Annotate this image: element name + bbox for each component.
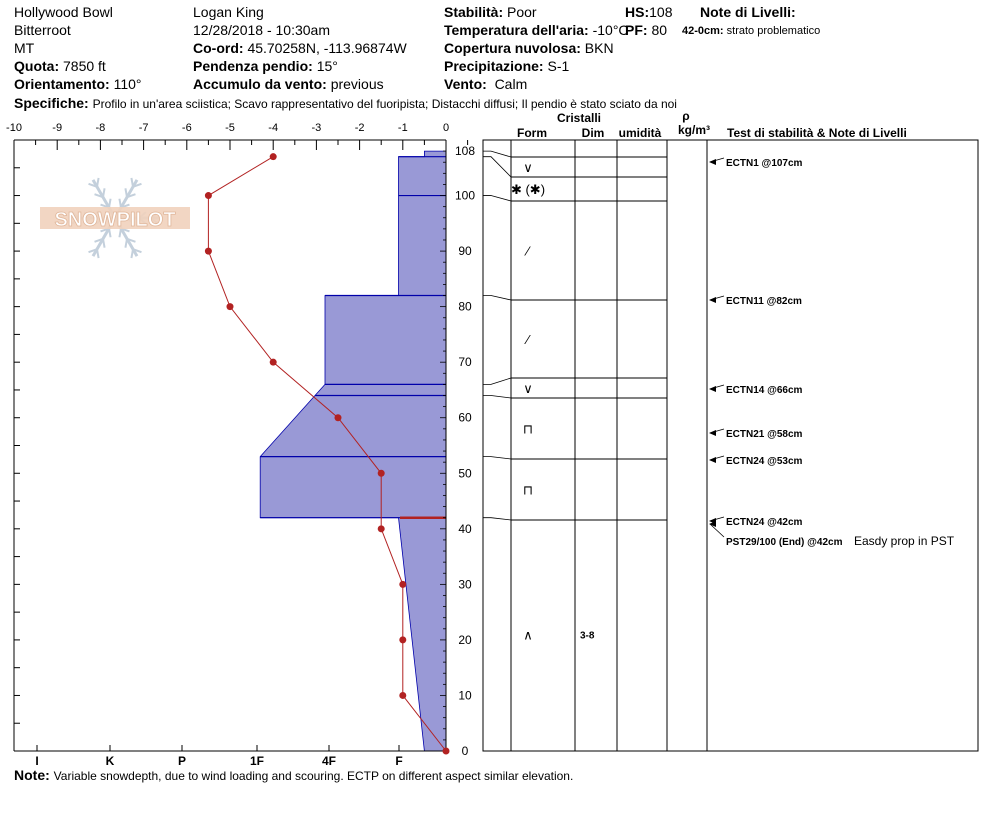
precip-value: S-1 [547, 58, 570, 74]
crystal-form-symbol: ⊓ [522, 482, 534, 498]
snowpilot-logo [40, 178, 190, 258]
temp-tick-label: -9 [52, 122, 63, 134]
height-tick-label: 0 [461, 744, 469, 758]
hs-label: HS: [625, 4, 650, 20]
humidity-header: umidità [618, 126, 662, 140]
temperature-point [399, 581, 406, 588]
elevation-value: 7850 ft [63, 58, 106, 74]
temp-tick-label: -10 [6, 122, 22, 134]
height-tick-label: 20 [458, 632, 472, 647]
crystal-form-symbol: ⁄ [526, 243, 530, 259]
specifics-label: Specifiche: [14, 95, 89, 111]
temp-tick-label: -7 [138, 122, 149, 134]
temp-tick-label: -2 [354, 122, 365, 134]
layer-connector [483, 157, 511, 177]
snowflake-branch [103, 239, 105, 248]
elevation-label: Quota: [14, 58, 60, 74]
temperature-point [270, 359, 277, 366]
temp-tick-label: -3 [311, 122, 322, 134]
dim-header: Dim [581, 126, 605, 140]
snowflake-branch [119, 199, 121, 208]
crystal-dim: 3-8 [580, 630, 595, 642]
height-tick-label: 10 [458, 688, 472, 703]
temperature-point [443, 748, 450, 755]
snowflake-branch [103, 188, 105, 197]
test-label: ECTN11 @82cm [726, 296, 802, 307]
stability-label: Stabilità: [444, 4, 504, 20]
layer-notes-heading: Note di Livelli: [700, 4, 796, 20]
layers-table [483, 109, 978, 751]
test-arrow [710, 524, 724, 537]
aspect-label: Orientamento: [14, 76, 110, 92]
height-tick-label: 50 [458, 466, 472, 481]
test-arrowhead [709, 457, 716, 463]
temperature-point [205, 192, 212, 199]
pf-label: PF: [625, 22, 648, 38]
form-header: Form [517, 126, 547, 140]
logo-text: SNOWPILOT [54, 209, 176, 231]
test-arrowhead [709, 159, 716, 165]
wind-loading-value: previous [330, 76, 384, 92]
crystals-header: Cristalli [556, 111, 602, 125]
coord-value: 45.70258N, -113.96874W [247, 40, 407, 56]
snowflake-branch [97, 178, 99, 187]
height-tick-label: 108 [454, 144, 476, 159]
cloud-label: Copertura nuvolosa: [444, 40, 581, 56]
state: MT [14, 40, 35, 56]
precip-label: Precipitazione: [444, 58, 544, 74]
note-text: Variable snowdepth, due to wind loading and scouring. ECTP on different aspect similar elevation. [53, 769, 574, 783]
height-tick-label: 60 [458, 410, 472, 425]
temperature-point [378, 525, 385, 532]
height-tick-label: 90 [458, 244, 472, 259]
test-label: ECTN14 @66cm [726, 385, 803, 396]
temperature-point [227, 303, 234, 310]
height-tick-label: 70 [458, 355, 472, 370]
slope-label: Pendenza pendio: [193, 58, 313, 74]
test-label: ECTN24 @53cm [726, 456, 803, 467]
height-tick-label: 100 [454, 188, 476, 203]
test-note: Easdy prop in PST [854, 534, 955, 548]
wind-label: Vento: [444, 76, 487, 92]
aspect-value: 110° [113, 76, 142, 92]
layer-connector [483, 518, 511, 520]
density-unit-header: kg/m³ [677, 123, 711, 137]
datetime: 12/28/2018 - 10:30am [193, 22, 330, 38]
temp-tick-label: -4 [268, 122, 279, 134]
temperature-point [205, 248, 212, 255]
stability-value: Poor [507, 4, 537, 20]
crystal-form-symbol: ∨ [523, 381, 533, 396]
hardness-profile [260, 151, 446, 751]
crystal-form-symbol: ⁄ [526, 332, 530, 347]
hardness-tick-label: P [177, 754, 187, 768]
snowflake-branch [125, 188, 127, 197]
range: Bitterroot [14, 22, 71, 38]
table-frame [483, 140, 978, 751]
hardness-tick-label: F [395, 754, 403, 768]
wind-value: Calm [494, 76, 528, 92]
snowflake-branch [125, 239, 127, 248]
layer-connector [483, 457, 511, 459]
temp-tick-label: -5 [225, 122, 235, 134]
layer-connector [483, 296, 511, 300]
hardness-tick-label: I [35, 754, 39, 768]
layer-connector [483, 196, 511, 201]
observer: Logan King [193, 4, 264, 20]
note-label: Note: [14, 767, 50, 783]
location: Hollywood Bowl [14, 4, 113, 20]
temp-tick-label: -6 [181, 122, 192, 134]
height-tick-label: 80 [458, 299, 472, 314]
height-tick-label: 30 [458, 577, 472, 592]
test-arrowhead [709, 297, 716, 303]
temperature-point [399, 636, 406, 643]
temp-tick-label: -1 [397, 122, 408, 134]
test-label: ECTN1 @107cm [726, 158, 803, 169]
coord-label: Co-ord: [193, 40, 244, 56]
slope-value: 15° [316, 58, 338, 74]
wind-loading-label: Accumulo da vento: [193, 76, 327, 92]
snowflake-branch [131, 178, 133, 187]
temperature-point [399, 692, 406, 699]
layer-connector [483, 378, 511, 384]
temp-tick-label: 0 [442, 122, 450, 134]
snowflake-branch [97, 249, 99, 258]
cloud-value: BKN [584, 40, 614, 56]
hardness-tick-label: 1F [249, 754, 265, 768]
layer-note-text: strato problematico [726, 25, 821, 37]
test-arrowhead [709, 386, 716, 392]
temp-tick-label: -8 [95, 122, 106, 134]
test-label: ECTN21 @58cm [726, 429, 803, 440]
hardness-tick-label: 4F [321, 754, 337, 768]
test-arrowhead [709, 430, 716, 436]
air-temp-value: -10°C [592, 22, 629, 38]
pf-value: 80 [651, 22, 668, 38]
crystal-form-symbol: ∨ [523, 160, 533, 175]
crystal-form-symbol: ⊓ [522, 421, 534, 437]
snowflake-branch [131, 249, 133, 258]
crystal-form-symbol: ✱ (✱) [510, 182, 546, 197]
hardness-area [260, 151, 446, 751]
temperature-point [378, 470, 385, 477]
test-label: PST29/100 (End) @42cm [726, 537, 843, 548]
test-label: ECTN24 @42cm [726, 517, 803, 528]
layer-connector [483, 396, 511, 398]
hardness-tick-label: K [105, 754, 115, 768]
temperature-point [335, 414, 342, 421]
specifics-text: Profilo in un'area sciistica; Scavo rappresentativo del fuoripista; Distacchi diffusi; Il pendio è stato sciato da noi [92, 97, 677, 111]
air-temp-label: Temperatura dell'aria: [444, 22, 589, 38]
height-tick-label: 40 [458, 521, 472, 536]
hs-value: 108 [649, 4, 673, 20]
tests-header: Test di stabilità & Note di Livelli [727, 126, 907, 140]
crystal-form-symbol: ∧ [523, 627, 533, 643]
layer-connector [483, 151, 511, 157]
snowflake-branch [109, 199, 111, 208]
layer-note-depth: 42-0cm: [682, 25, 724, 37]
temperature-point [270, 153, 277, 160]
rho-header: ρ [682, 109, 690, 123]
